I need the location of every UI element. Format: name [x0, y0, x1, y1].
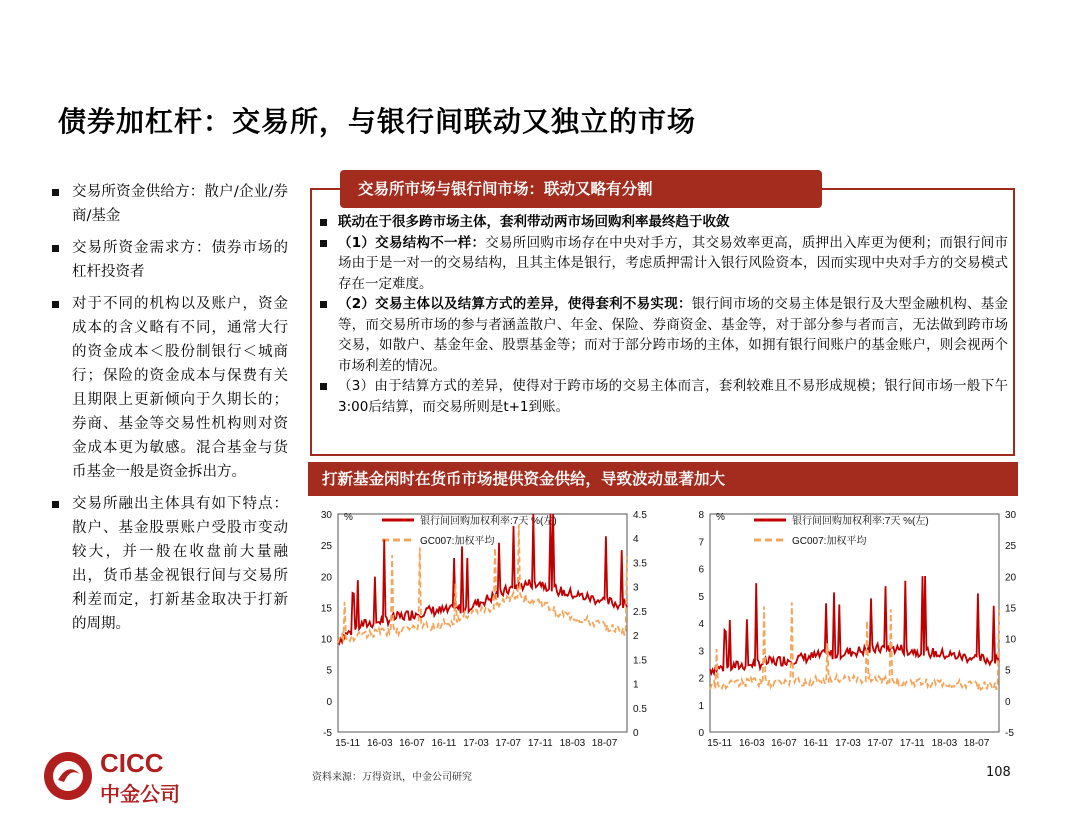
y-left-tick-label: 2 — [698, 673, 704, 685]
x-tick-label: 17-07 — [495, 738, 521, 749]
series-line — [338, 514, 627, 643]
x-tick-label: 17-03 — [835, 738, 861, 749]
page-title: 债券加杠杆：交易所，与银行间联动又独立的市场 — [58, 105, 697, 138]
chart-right — [672, 500, 1037, 762]
y-left-tick-label: 5 — [326, 665, 332, 677]
x-tick-label: 18-07 — [963, 738, 990, 749]
y-right-tick-label: 0.5 — [633, 703, 647, 715]
box-bullet: （2）交易主体以及结算方式的差异，使得套利不易实现：银行间市场的交易主体是银行及大型金融机构、基金等，而交易所市场的参与者涵盖散户、年金、保险、券商资金、基金等，对于部分参与者而言，无法做到跨市场交易，如散户、基金年金、股票基金等；而对于部分跨市场的主体，如拥有银行间账户的基金账户，则会视两个市场利差的情况。 — [318, 294, 1008, 376]
x-tick-label: 16-03 — [738, 738, 765, 749]
x-tick-label: 18-07 — [591, 738, 618, 749]
x-tick-label: 16-03 — [366, 738, 393, 749]
y-right-tick-label: 30 — [1005, 510, 1017, 521]
cicc-logo — [40, 748, 200, 808]
y-left-tick-label: 0 — [326, 696, 332, 708]
y-left-tick-label: 15 — [320, 603, 332, 615]
box-bullet: （3）由于结算方式的差异，使得对于跨市场的交易主体而言，套利较难且不易形成规模；银行间市场一般下午3:00后结算，而交易所则是t+1到账。 — [318, 376, 1008, 417]
source-note: 资料来源：万得资讯，中金公司研究 — [312, 772, 472, 783]
left-bullet-list — [50, 180, 288, 644]
x-tick-label: 17-03 — [463, 738, 489, 749]
box-bullet: （1）交易结构不一样：交易所回购市场存在中央对手方，其交易效率更高，质押出入库更为便利；而银行间市场由于是一对一的交易结构，且其主体是银行，考虑质押需计入银行风险资本，因而实现中央对手方的交易模式存在一定难度。 — [318, 233, 1008, 295]
y-left-tick-label: -5 — [323, 728, 332, 739]
box-bullet: 联动在于很多跨市场主体，套利带动两市场回购利率最终趋于收敛 — [318, 212, 1008, 233]
x-tick-label: 17-11 — [527, 738, 553, 749]
x-tick-label: 16-11 — [803, 738, 829, 749]
unit-label: % — [716, 512, 725, 523]
list-item: 交易所资金需求方：债券市场的杠杆投资者 — [50, 236, 288, 284]
y-right-tick-label: 1.5 — [633, 655, 647, 667]
chart-left — [300, 500, 665, 762]
box-tab-title: 交易所市场与银行间市场：联动又略有分割 — [340, 170, 822, 208]
y-right-tick-label: 10 — [1005, 634, 1017, 646]
legend-label: 银行间回购加权利率:7天 %(左) — [792, 516, 929, 527]
logo-text-cn: 中金公司 — [100, 782, 180, 806]
y-left-tick-label: 4 — [698, 619, 704, 630]
y-right-tick-label: 20 — [1005, 572, 1017, 584]
y-right-tick-label: 0 — [633, 728, 639, 739]
legend-label: GC007:加权平均 — [792, 536, 867, 547]
y-left-tick-label: 10 — [320, 634, 332, 646]
list-item: 交易所融出主体具有如下特点：散户、基金股票账户受股市变动较大，并一般在收盘前大量融出，货币基金视银行间与交易所利差而定，打新基金取决于打新的周期。 — [50, 492, 288, 636]
legend-label: GC007:加权平均 — [420, 536, 495, 547]
logo-text-en: CICC — [100, 748, 164, 778]
y-left-tick-label: 20 — [320, 572, 332, 584]
y-left-tick-label: 30 — [320, 510, 332, 521]
page-number: 108 — [986, 765, 1011, 780]
list-item: 对于不同的机构以及账户，资金成本的含义略有不同，通常大行的资金成本＜股份制银行＜城商行；保险的资金成本与保费有关且期限上更新倾向于久期长的；券商、基金等交易性机构则对资金成本更为敏感。混合基金与货币基金一般是资金拆出方。 — [50, 292, 288, 484]
x-tick-label: 18-03 — [931, 738, 958, 749]
y-right-tick-label: 3 — [633, 582, 639, 594]
x-tick-label: 17-07 — [867, 738, 893, 749]
y-left-tick-label: 25 — [320, 541, 332, 553]
y-right-tick-label: 5 — [1005, 665, 1011, 677]
series-line — [710, 602, 999, 689]
y-left-tick-label: 0 — [698, 728, 704, 739]
unit-label: % — [344, 512, 353, 523]
x-tick-label: 17-11 — [899, 738, 925, 749]
legend-label: 银行间回购加权利率:7天 %(左) — [420, 516, 557, 527]
y-right-tick-label: 3.5 — [633, 558, 647, 570]
y-right-tick-label: 1 — [633, 679, 639, 691]
x-tick-label: 15-11 — [335, 738, 361, 749]
x-tick-label: 18-03 — [559, 738, 586, 749]
y-right-tick-label: 25 — [1005, 541, 1017, 553]
y-right-tick-label: -5 — [1005, 728, 1014, 739]
y-right-tick-label: 2.5 — [633, 606, 647, 618]
list-item: 交易所资金供给方：散户/企业/券商/基金 — [50, 180, 288, 228]
x-tick-label: 16-07 — [399, 738, 425, 749]
x-tick-label: 16-11 — [431, 738, 457, 749]
chart-banner: 打新基金闲时在货币市场提供资金供给，导致波动显著加大 — [308, 462, 1018, 496]
y-right-tick-label: 2 — [633, 631, 639, 643]
y-left-tick-label: 5 — [698, 591, 704, 603]
y-right-tick-label: 0 — [1005, 696, 1011, 708]
y-left-tick-label: 8 — [698, 510, 704, 521]
x-tick-label: 16-07 — [771, 738, 797, 749]
y-left-tick-label: 6 — [698, 564, 704, 576]
y-right-tick-label: 15 — [1005, 603, 1017, 615]
y-left-tick-label: 1 — [698, 700, 704, 712]
y-left-tick-label: 3 — [698, 646, 704, 658]
box-content — [318, 212, 1008, 417]
x-tick-label: 15-11 — [707, 738, 733, 749]
y-right-tick-label: 4 — [633, 534, 639, 546]
y-left-tick-label: 7 — [698, 537, 704, 549]
series-line — [710, 576, 999, 673]
y-right-tick-label: 4.5 — [633, 510, 647, 521]
